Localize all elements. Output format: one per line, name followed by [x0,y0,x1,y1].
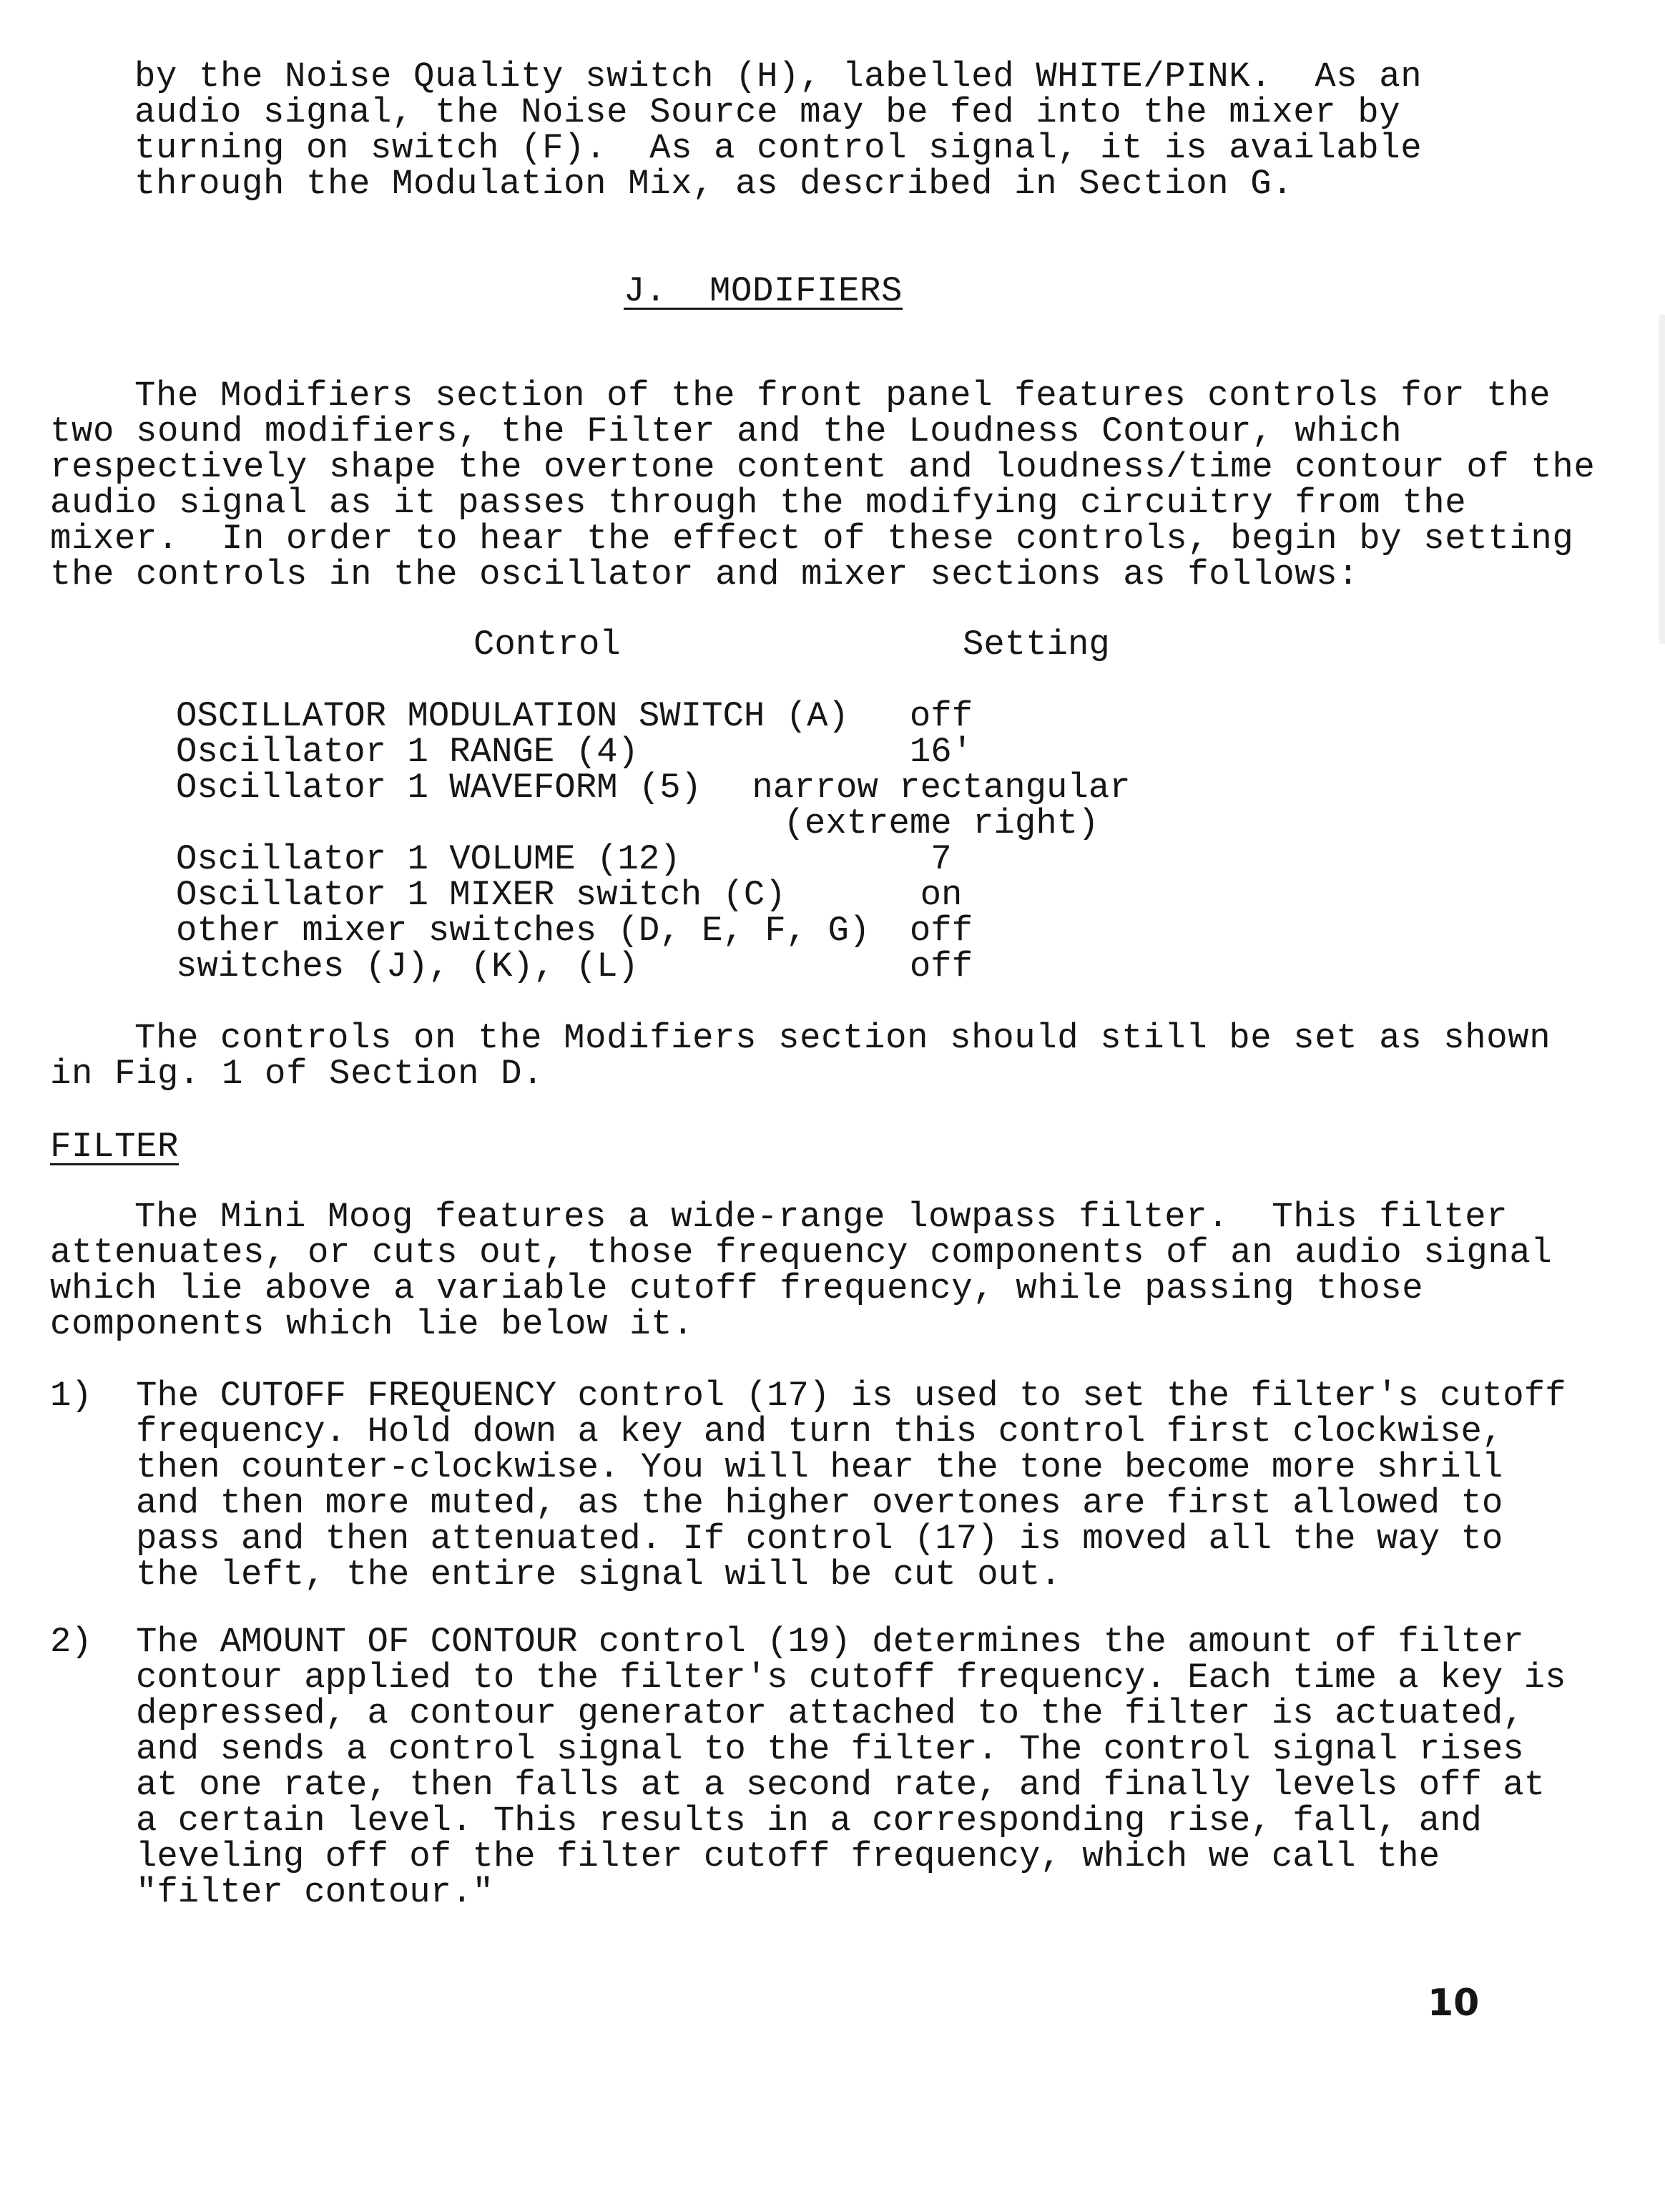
table-row [176,877,1392,913]
intro-paragraph: by the Noise Quality switch (H), labelled WHITE/PINK. As an audio signal, the Noise Source may be fed into the mixer by turning on switch (F). As a control signal, it is available through the Modulation Mix, as described in Section G. [134,57,1444,204]
table-row [176,698,1392,734]
modifiers-paragraph: The Modifiers section of the front panel features controls for the two sound modifiers, the Filter and the Loudness Contour, which respectively shape the overtone content and loudness/time contour of the audio signal as it passes through the modifying circuitry from the mixer. In order to hear the effect of these controls, begin by setting the controls in the oscillator and mixer sections as follows: [50,376,1617,594]
table-row [176,841,1392,877]
setting-cell: off [909,911,973,951]
filter-paragraph: The Mini Moog features a wide-range lowpass filter. This filter attenuates, or cuts out, those frequency components of an audio signal which lie above a variable cutoff frequency, while passing those components which lie below it. [50,1197,1574,1344]
control-cell: OSCILLATOR MODULATION SWITCH (A) [176,696,849,736]
setting-cell: 16' [909,732,973,772]
filter-heading: FILTER [50,1127,180,1167]
table-row [176,770,1392,806]
table-row [176,913,1392,949]
setting-cell: (extreme right) [783,803,1099,843]
control-cell: Oscillator 1 MIXER switch (C) [176,875,786,915]
setting-cell: off [909,946,973,987]
table-header-control: Control [473,625,621,665]
list-item-number: 1) [50,1376,92,1416]
table-row [176,803,1392,843]
control-cell: Oscillator 1 VOLUME (12) [176,839,681,879]
control-cell: Oscillator 1 RANGE (4) [176,732,639,772]
setting-cell: narrow rectangular [752,768,1131,808]
table-row [176,734,1392,770]
table-row [176,946,1392,987]
section-heading: J. MODIFIERS [624,271,903,311]
scan-edge-shadow [1659,315,1665,644]
table-header-setting: Setting [963,625,1110,665]
setting-cell: off [909,696,973,736]
list-item-text: The AMOUNT OF CONTOUR control (19) determines the amount of filter contour applied to the filter's cutoff frequency. Each time a key is depressed, a contour generator attached to the filter is actuated, and sends a control signal to the filter. The control signal rises at one rate, then falls at a second rate, and finally levels off at a certain level. This results in a corresponding rise, fall, and leveling off of the filter cutoff frequency, which we call the "filter contour." [136,1622,1566,1912]
modifiers-note: The controls on the Modifiers section should still be set as shown in Fig. 1 of Section D. [50,1018,1573,1094]
settings-table [176,696,1392,987]
control-cell: switches (J), (K), (L) [176,946,639,987]
page-number: 10 [1428,1982,1480,2025]
control-cell: Oscillator 1 WAVEFORM (5) [176,768,702,808]
list-item-number: 2) [50,1622,92,1662]
setting-cell: on [920,875,963,915]
control-cell: other mixer switches (D, E, F, G) [176,911,870,951]
setting-cell: 7 [930,839,952,879]
list-item-text: The CUTOFF FREQUENCY control (17) is used to set the filter's cutoff frequency. Hold down a key and turn this control first clockwise, then counter-clockwise. You will hear the tone become more shrill and then more muted, as the higher overtones are first allowed to pass and then attenuated. If control (17) is moved all the way to the left, the entire signal will be cut out. [136,1376,1566,1595]
